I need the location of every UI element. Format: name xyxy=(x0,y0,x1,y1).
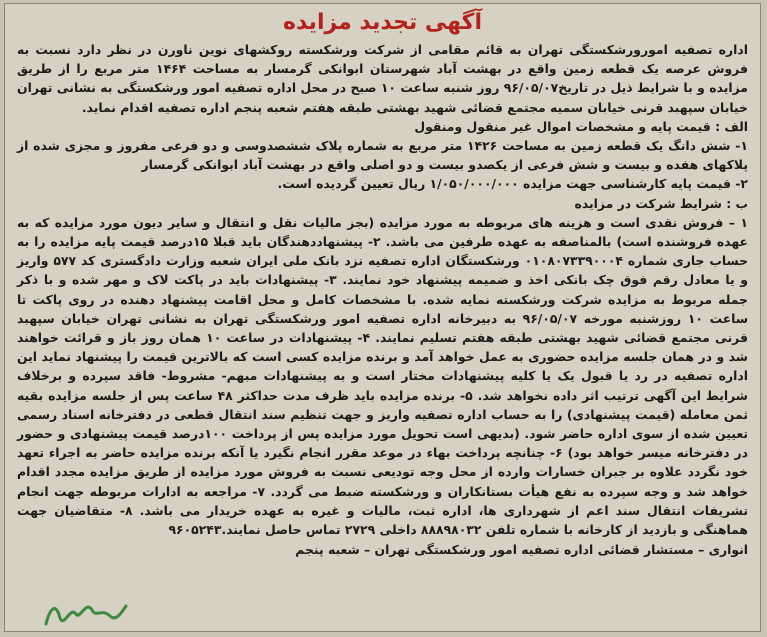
handwritten-mark xyxy=(40,588,130,632)
section-a-item-1: ۱- شش دانگ یک قطعه زمین به مساحت ۱۴۲۶ متر مربع به شماره پلاک ششصدوسی و دو فرعی مفروز و مجزی شده از پلاکهای هفده و بیست و شش فرعی از یکصدو بیست و دو اصلی واقع در بهشت آباد ابوانکی گرمسار xyxy=(17,138,748,173)
section-b-conditions: ۱ – فروش نقدی است و هزینه های مربوطه به مورد مزایده (بجز مالیات نقل و انتقال و سایر دیون مورد مزایده که به عهده فروشنده است) بالمناصفه به عهده طرفین می باشد. ۲- پیشنهاددهندگان باید قبلا ۱۵درصد قیمت پایه مزایده را به حساب جاری شماره ۰۱۰۸۰۷۳۳۹۰۰۰۴ ورشکستگان اداره تصفیه نزد بانک ملی ایران شعبه وزارت دادگستری کد ۵۷۷ واریز و یا معادل رقم فوق چک بانکی اخذ و ضمیمه پیشنهاد خود نمایند. ۳- پیشنهادات باید در پاکت لاک و مهر شده و با ذکر جمله مربوط به مزایده شرکت ورشکسته نمایه شده. با مشخصات کامل و محل اقامت پیشنهاد دهنده در روی پاکت تا ساعت ۱۰ روزشنبه مورخه ۹۶/۰۵/۰۷ به دبیرخانه اداره تصفیه امور ورشکستگی تهران به نشانی تهران خیابان سپهبد قرنی مجتمع قضائی شهید بهشتی طبقه هفتم تسلیم نمایند. ۴- پیشنهادات در ساعت ۱۰ همان روز باز و قرائت خواهند شد و در همان جلسه مزایده حضوری به عمل خواهد آمد و برنده مزایده کسی است که بالاترین قیمت را پیشنهاد نماید این اداره تصفیه در رد یا قبول یک یا کلیه پیشنهادات مختار است و به پیشنهادات مبهم- مشروط- فاقد سپرده و برخلاف شرایط این آگهی ترتیب اثر داده نخواهد شد. ۵- برنده مزایده باید ظرف مدت حداکثر ۴۸ ساعت پس از جلسه مزایده بقیه ثمن معامله (قیمت پیشنهادی) را به حساب اداره تصفیه واریز و جهت تنظیم سند انتقال قطعی در دفترخانه اسناد رسمی تعیین شده از سوی اداره حاضر شود. (بدیهی است تحویل مورد مزایده پس از پرداخت ۱۰۰درصد قیمت پیشنهادی و حضور در دفترخانه میسر خواهد بود) ۶- چنانچه پرداخت بهاء در موعد مقرر انجام نگیرد یا آنکه برنده مزایده حاضر به اجراء تعهد خود نگردد علاوه بر جبران خسارات وارده از محل وجه تودیعی نسبت به فروش مورد مزایده از طریق مزایده مجدد اقدام خواهد شد و وجه سپرده به نفع هیأت بستانکاران و ورشکسته ضبط می گردد. ۷- مراجعه به ادارات مربوطه جهت انجام تشریفات انتقال سند اعم از شهرداری ها، اداره ثبت، مالیات و غیره به عهده خریدار می باشد. ۸- متقاضیان جهت هماهنگی و بازدید از کارخانه با شماره تلفن ۸۸۸۹۸۰۳۲ داخلی ۲۷۲۹ تماس حاصل نمایند.۹۶۰۵۲۴۳ xyxy=(17,214,749,538)
intro-paragraph: اداره تصفیه امورورشکستگی تهران به قائم مقامی از شرکت ورشکسته روکشهای نوین ناورن در نظر دارد نسبت به فروش عرصه یک قطعه زمین واقع در بهشت آباد شهرستان ابوانکی گرمسار به مساحت ۱۴۶۴ متر مربع را از طریق مزایده و با شرایط ذیل در تاریخ۹۶/۰۵/۰۷ روز شنبه ساعت ۱۰ صبح در محل اداره تصفیه امور ورشکستگی به نشانی تهران خیابان سپهبد قرنی خیابان سمیه مجتمع قضائی شهید بهشتی طبقه هفتم شعبه پنجم اداره تصفیه اقدام نماید. xyxy=(17,42,748,115)
section-a-heading: الف : قیمت پایه و مشخصات اموال غیر منقول ومنقول xyxy=(414,118,748,134)
auction-notice xyxy=(4,3,761,632)
section-a-item-2: ۲- قیمت پایه کارشناسی جهت مزایده ۱/۰۵۰/۰۰۰/۰۰۰ ریال تعیین گردیده است. xyxy=(277,176,748,192)
notice-title: آگهی تجدید مزایده xyxy=(282,10,483,35)
signature-line: انواری – مستشار قضائی اداره تصفیه امور ورشکستگی تهران – شعبه پنجم xyxy=(295,542,748,558)
section-b-heading: ب : شرایط شرکت در مزایده xyxy=(574,195,748,211)
